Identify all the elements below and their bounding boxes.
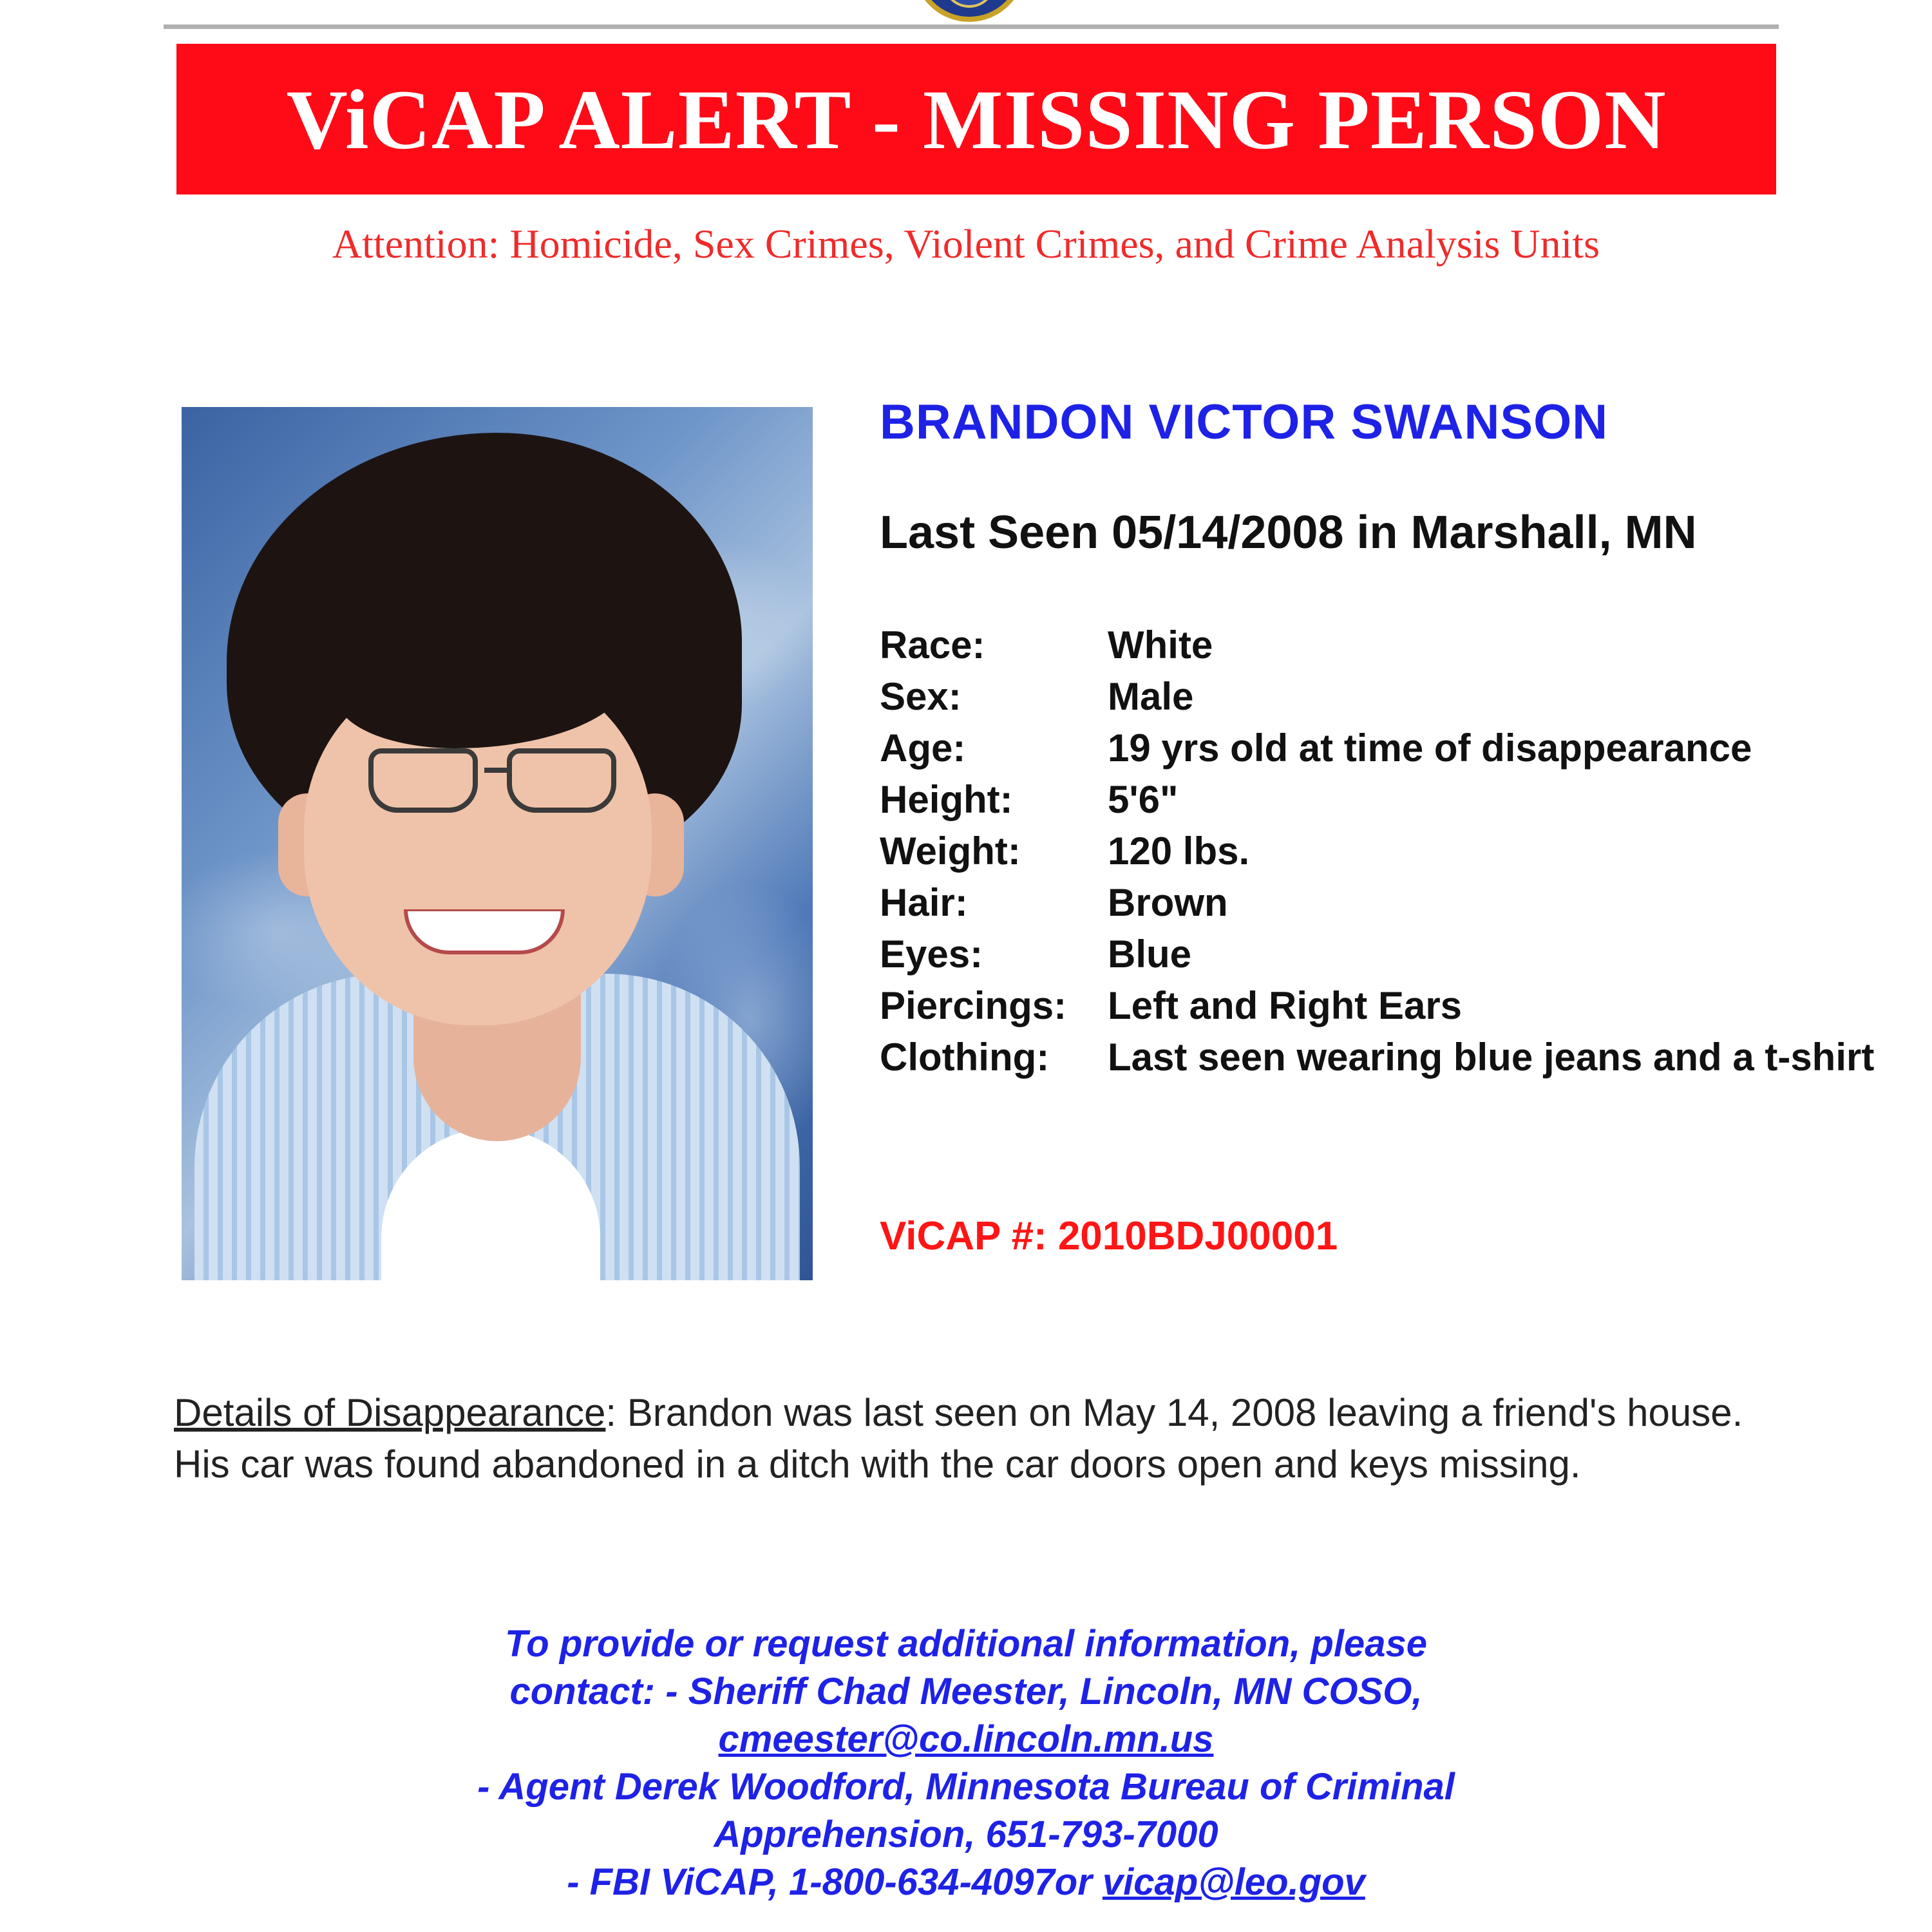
attribute-row-hair <box>880 877 1923 929</box>
photo-glasses-right <box>507 748 616 813</box>
attribute-value: Brown <box>1108 881 1228 924</box>
attribute-row-weight <box>880 826 1923 877</box>
attribute-label: Eyes: <box>880 933 983 976</box>
attribute-value: Male <box>1108 675 1194 718</box>
attribute-row-clothing <box>880 1032 1923 1083</box>
fbi-contact-text: - FBI ViCAP, 1-800-634-4097or <box>567 1861 1103 1903</box>
fbi-seal-logo <box>913 0 1025 22</box>
attribute-row-eyes <box>880 929 1923 980</box>
attention-line: Attention: Homicide, Sex Crimes, Violent Crimes, and Crime Analysis Units <box>332 221 1600 267</box>
attribute-value: 19 yrs old at time of disappearance <box>1108 726 1752 770</box>
attribute-label: Hair: <box>880 881 968 924</box>
attribute-row-height <box>880 774 1923 826</box>
contact-line: To provide or request additional information, please <box>505 1623 1427 1665</box>
attribute-label: Age: <box>880 726 966 770</box>
header-rule <box>164 24 1779 29</box>
attribute-label: Weight: <box>880 829 1021 873</box>
photo-glasses-left <box>368 748 478 813</box>
attribute-label: Height: <box>880 778 1013 821</box>
attribute-value: Left and Right Ears <box>1108 984 1463 1027</box>
attribute-label: Sex: <box>880 675 961 718</box>
details-text: : Brandon was last seen on May 14, 2008 leaving a friend's house. His car was found abandoned in a ditch with the car doors open and keys missing. <box>174 1391 1743 1486</box>
seal-emblem <box>943 0 996 8</box>
photo-smile <box>404 909 565 954</box>
disappearance-details <box>174 1387 1797 1490</box>
contact-fbi-line <box>0 1859 1932 1906</box>
alert-banner <box>176 44 1776 194</box>
vicap-number: ViCAP #: 2010BDJ00001 <box>880 1214 1338 1258</box>
person-name: BRANDON VICTOR SWANSON <box>880 395 1609 450</box>
attribute-label: Clothing: <box>880 1036 1050 1079</box>
sheriff-email-link[interactable]: cmeester@co.lincoln.mn.us <box>718 1718 1214 1760</box>
missing-person-photo <box>182 407 813 1280</box>
contact-email-line <box>0 1716 1932 1763</box>
attribute-row-race <box>880 620 1923 671</box>
details-heading: Details of Disappearance <box>174 1391 606 1434</box>
vicap-email-link[interactable]: vicap@leo.gov <box>1102 1861 1365 1903</box>
attribute-value: 120 lbs. <box>1108 829 1250 873</box>
attribute-value: 5'6" <box>1108 778 1179 821</box>
contact-block <box>0 1620 1932 1906</box>
last-seen: Last Seen 05/14/2008 in Marshall, MN <box>880 507 1697 558</box>
attribute-row-piercings <box>880 980 1923 1032</box>
banner-title: ViCAP ALERT - MISSING PERSON <box>286 71 1667 167</box>
contact-line: Apprehension, 651-793-7000 <box>714 1814 1218 1855</box>
attribute-row-age <box>880 723 1923 774</box>
attribute-list <box>880 620 1923 1083</box>
photo-glasses-bridge <box>484 768 510 773</box>
attribute-value: White <box>1108 623 1213 667</box>
attribute-value: Blue <box>1108 933 1192 976</box>
attribute-value: Last seen wearing blue jeans and a t-shirt <box>1108 1036 1875 1079</box>
contact-line: - Agent Derek Woodford, Minnesota Bureau of Criminal <box>477 1766 1455 1808</box>
attribute-label: Race: <box>880 623 985 667</box>
attribute-label: Piercings: <box>880 984 1067 1027</box>
contact-line: contact: - Sheriff Chad Meester, Lincoln, MN COSO, <box>509 1671 1423 1712</box>
attribute-row-sex <box>880 671 1923 723</box>
